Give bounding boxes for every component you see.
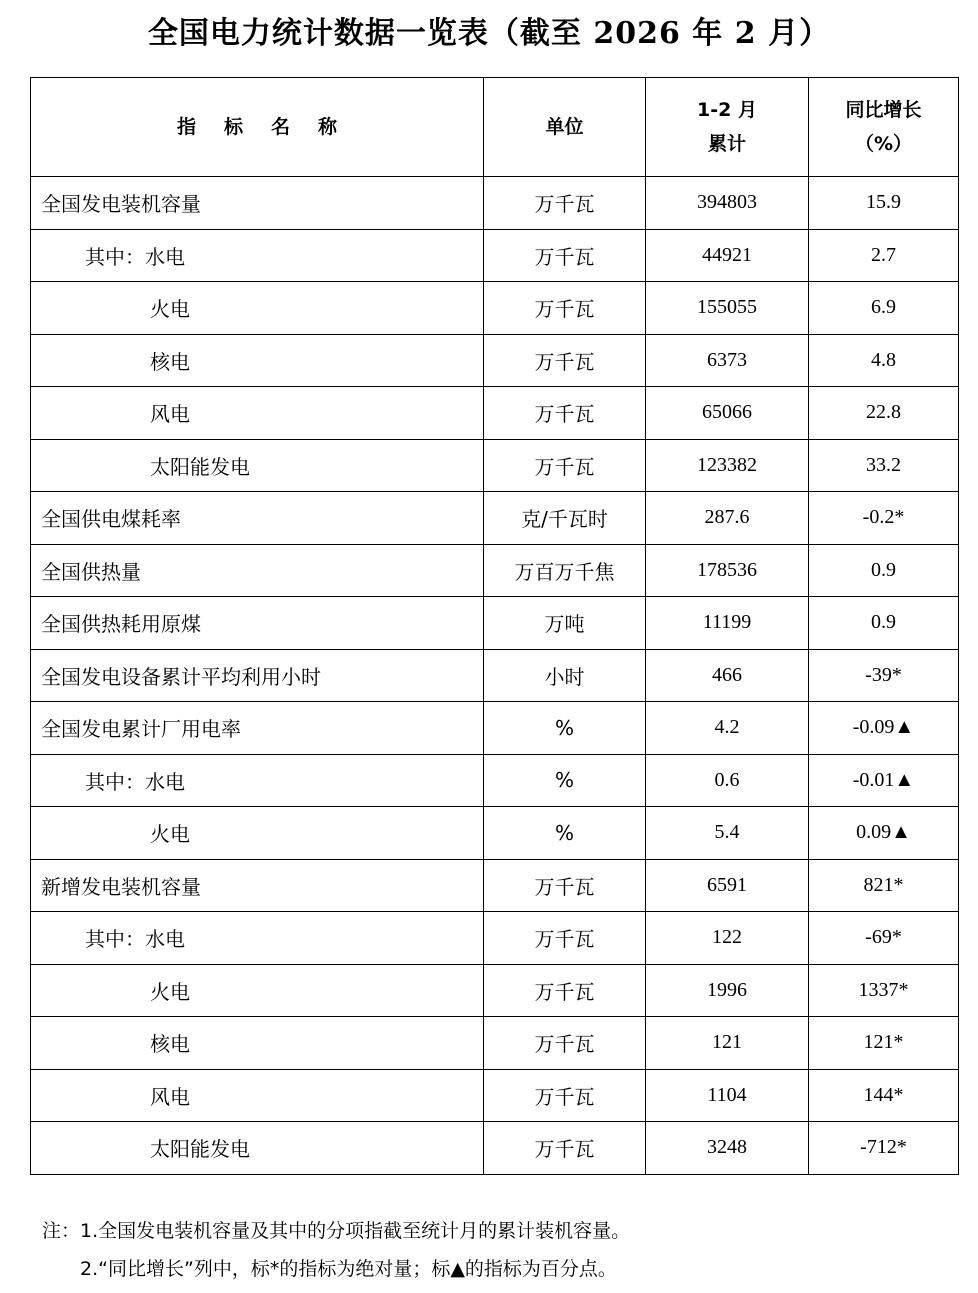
cumulative-value: 11199 (646, 597, 809, 650)
statistics-table (30, 77, 959, 1175)
cumulative-value: 1996 (646, 964, 809, 1017)
unit-cell: 万千瓦 (484, 1069, 646, 1122)
indicator-name: 全国发电设备累计平均利用小时 (31, 649, 484, 702)
yoy-growth-value: 4.8 (809, 334, 959, 387)
yoy-growth-value: 0.9 (809, 597, 959, 650)
cumulative-value: 4.2 (646, 702, 809, 755)
header-cumulative (646, 78, 809, 177)
unit-cell: 万千瓦 (484, 859, 646, 912)
yoy-growth-value: 821* (809, 859, 959, 912)
table-row (31, 492, 959, 545)
unit-cell: 万千瓦 (484, 1017, 646, 1070)
unit-cell: 万千瓦 (484, 334, 646, 387)
table-row (31, 964, 959, 1017)
header-indicator-name (31, 78, 484, 177)
table-row (31, 649, 959, 702)
unit-cell: 万吨 (484, 597, 646, 650)
unit-cell: 万百万千焦 (484, 544, 646, 597)
unit-cell: 万千瓦 (484, 387, 646, 440)
footnote-2: 2.“同比增长”列中，标*的指标为绝对量；标▲的指标为百分点。 (80, 1258, 617, 1280)
yoy-growth-value: 33.2 (809, 439, 959, 492)
table-row (31, 859, 959, 912)
unit-cell: 万千瓦 (484, 177, 646, 230)
indicator-name: 全国供电煤耗率 (31, 492, 484, 545)
yoy-growth-value: -69* (809, 912, 959, 965)
unit-cell: 小时 (484, 649, 646, 702)
indicator-name: 火电 (31, 964, 484, 1017)
header-yoy-growth (809, 78, 959, 177)
indicator-name: 其中：水电 (31, 912, 484, 965)
yoy-growth-value: 0.09▲ (809, 807, 959, 860)
indicator-name: 其中：水电 (31, 754, 484, 807)
yoy-growth-value: 1337* (809, 964, 959, 1017)
indicator-name: 新增发电装机容量 (31, 859, 484, 912)
table-row (31, 544, 959, 597)
table-row (31, 1122, 959, 1175)
unit-cell: 万千瓦 (484, 912, 646, 965)
table-row (31, 1069, 959, 1122)
table-row (31, 177, 959, 230)
indicator-name: 风电 (31, 1069, 484, 1122)
unit-cell: 万千瓦 (484, 229, 646, 282)
table-row (31, 807, 959, 860)
unit-cell: 万千瓦 (484, 439, 646, 492)
unit-cell: % (484, 807, 646, 860)
page-title: 全国电力统计数据一览表（截至 2026 年 2 月） (147, 16, 831, 51)
cumulative-value: 155055 (646, 282, 809, 335)
table-row (31, 912, 959, 965)
footnote-1: 注：1.全国发电装机容量及其中的分项指截至统计月的累计装机容量。 (42, 1220, 631, 1242)
cumulative-value: 122 (646, 912, 809, 965)
yoy-growth-value: 144* (809, 1069, 959, 1122)
table-row (31, 754, 959, 807)
unit-cell: 万千瓦 (484, 282, 646, 335)
yoy-growth-value: 0.9 (809, 544, 959, 597)
table-row (31, 282, 959, 335)
unit-cell: 万千瓦 (484, 964, 646, 1017)
yoy-growth-value: 121* (809, 1017, 959, 1070)
header-cumulative-line2: 累计 (707, 133, 746, 155)
cumulative-value: 178536 (646, 544, 809, 597)
indicator-name: 全国供热量 (31, 544, 484, 597)
header-yoy-line1: 同比增长 (845, 99, 922, 121)
indicator-name: 全国发电累计厂用电率 (31, 702, 484, 755)
unit-cell: % (484, 702, 646, 755)
yoy-growth-value: 15.9 (809, 177, 959, 230)
indicator-name: 火电 (31, 282, 484, 335)
header-name-char: 名 (271, 116, 291, 138)
unit-cell: % (484, 754, 646, 807)
cumulative-value: 65066 (646, 387, 809, 440)
header-unit: 单位 (484, 78, 646, 177)
indicator-name: 火电 (31, 807, 484, 860)
table-row (31, 229, 959, 282)
yoy-growth-value: 6.9 (809, 282, 959, 335)
table-row (31, 334, 959, 387)
cumulative-value: 6591 (646, 859, 809, 912)
yoy-growth-value: -0.2* (809, 492, 959, 545)
header-cumulative-line1: 1-2 月 (697, 99, 757, 121)
indicator-name: 核电 (31, 334, 484, 387)
indicator-name: 全国供热耗用原煤 (31, 597, 484, 650)
cumulative-value: 44921 (646, 229, 809, 282)
yoy-growth-value: -712* (809, 1122, 959, 1175)
cumulative-value: 121 (646, 1017, 809, 1070)
cumulative-value: 466 (646, 649, 809, 702)
table-row (31, 597, 959, 650)
indicator-name: 全国发电装机容量 (31, 177, 484, 230)
footnotes (42, 1212, 630, 1288)
unit-cell: 万千瓦 (484, 1122, 646, 1175)
header-name-char: 指 (176, 116, 196, 138)
cumulative-value: 1104 (646, 1069, 809, 1122)
cumulative-value: 123382 (646, 439, 809, 492)
yoy-growth-value: -0.09▲ (809, 702, 959, 755)
cumulative-value: 287.6 (646, 492, 809, 545)
yoy-growth-value: 2.7 (809, 229, 959, 282)
cumulative-value: 6373 (646, 334, 809, 387)
yoy-growth-value: -0.01▲ (809, 754, 959, 807)
cumulative-value: 394803 (646, 177, 809, 230)
yoy-growth-value: 22.8 (809, 387, 959, 440)
table-row (31, 439, 959, 492)
indicator-name: 太阳能发电 (31, 439, 484, 492)
table-row (31, 702, 959, 755)
table-row (31, 1017, 959, 1070)
unit-cell: 克/千瓦时 (484, 492, 646, 545)
indicator-name: 风电 (31, 387, 484, 440)
header-name-char: 标 (223, 116, 243, 138)
indicator-name: 其中：水电 (31, 229, 484, 282)
cumulative-value: 3248 (646, 1122, 809, 1175)
header-yoy-line2: （%） (854, 133, 913, 155)
table-row (31, 387, 959, 440)
indicator-name: 太阳能发电 (31, 1122, 484, 1175)
cumulative-value: 0.6 (646, 754, 809, 807)
header-name-char: 称 (318, 116, 338, 138)
cumulative-value: 5.4 (646, 807, 809, 860)
yoy-growth-value: -39* (809, 649, 959, 702)
table-header-row (31, 78, 959, 177)
indicator-name: 核电 (31, 1017, 484, 1070)
